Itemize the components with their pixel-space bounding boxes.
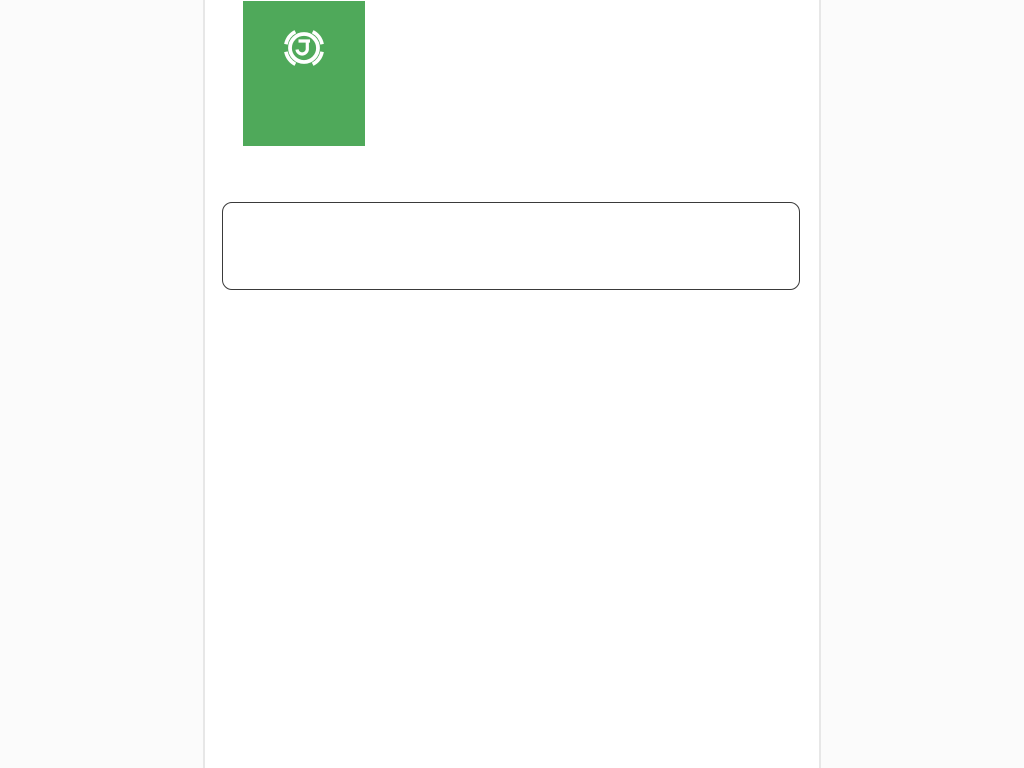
page-edge-right [819,0,821,768]
page-margin-right [821,0,1024,768]
page-margin-left [0,0,203,768]
company-logo [243,1,365,146]
page-edge-left [203,0,205,768]
invoice-meta-box [222,202,800,290]
brake-warning-j-icon [243,27,365,69]
service-items-list [227,316,787,756]
